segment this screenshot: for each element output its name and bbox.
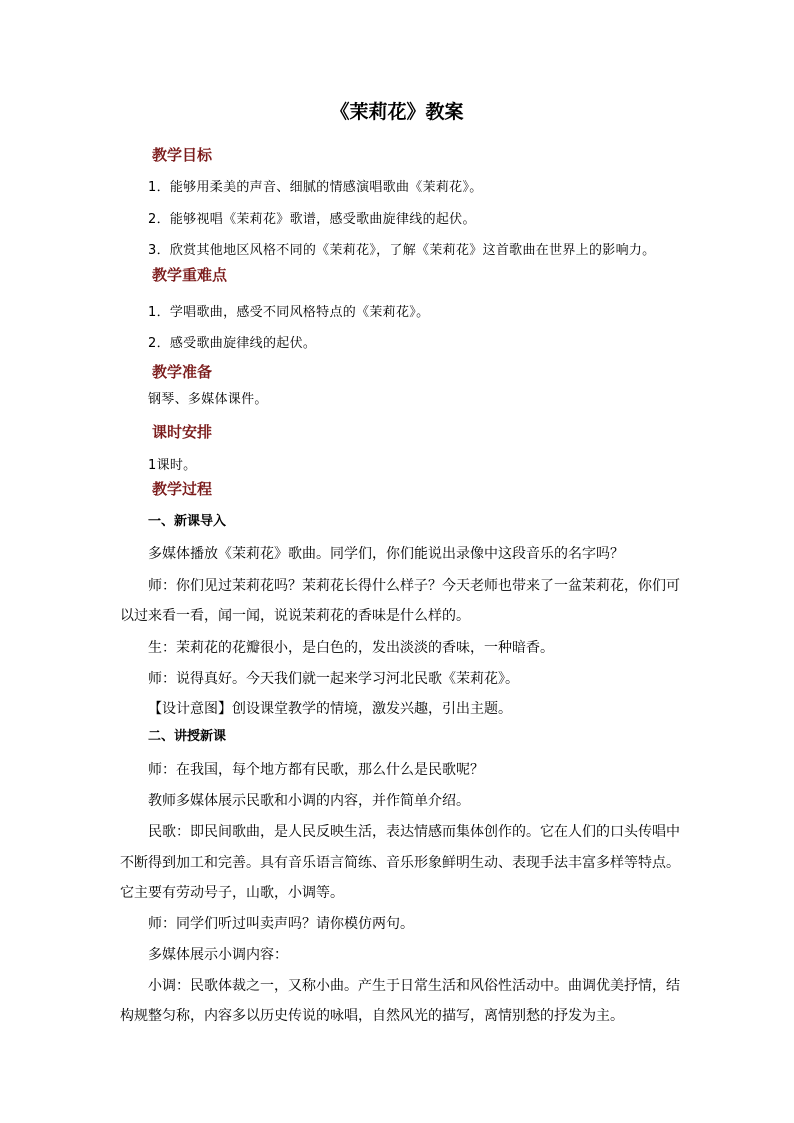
paragraph-multimedia-1: 教师多媒体展示民歌和小调的内容，并作简单介绍。 <box>148 793 470 809</box>
paragraph-intro-1: 多媒体播放《茉莉花》歌曲。同学们，你们能说出录像中这段音乐的名字吗？ <box>148 546 624 562</box>
paragraph-folk-song-a: 民歌：即民间歌曲，是人民反映生活，表达情感而集体创作的。它在人们的口头传唱中 <box>148 824 680 840</box>
heading-preparation: 教学准备 <box>152 363 213 381</box>
paragraph-ditty-b: 构规整匀称，内容多以历史传说的咏唱，自然风光的描写，离情别愁的抒发为主。 <box>120 1008 624 1024</box>
heading-key-points: 教学重难点 <box>152 266 228 284</box>
goal-item-3: 3．欣赏其他地区风格不同的《茉莉花》，了解《茉莉花》这首歌曲在世界上的影响力。 <box>148 243 656 258</box>
paragraph-teacher-1a: 师：你们见过茉莉花吗？茉莉花长得什么样子？今天老师也带来了一盆茉莉花，你们可 <box>148 578 680 594</box>
paragraph-design-intent: 【设计意图】创设课堂教学的情境，激发兴趣，引出主题。 <box>148 701 512 717</box>
page-title: 《茉莉花》教案 <box>330 101 464 123</box>
paragraph-folk-song-c: 它主要有劳动号子，山歌，小调等。 <box>120 885 344 901</box>
paragraph-teacher-1b: 以过来看一看，闻一闻，说说茉莉花的香味是什么样的。 <box>120 608 470 624</box>
paragraph-multimedia-2: 多媒体展示小调内容： <box>148 947 288 963</box>
paragraph-ditty-a: 小调：民歌体裁之一，又称小曲。产生于日常生活和风俗性活动中。曲调优美抒情，结 <box>148 978 680 994</box>
heading-schedule: 课时安排 <box>152 423 213 441</box>
paragraph-folk-song-b: 不断得到加工和完善。具有音乐语言简练、音乐形象鲜明生动、表现手法丰富多样等特点。 <box>120 855 680 871</box>
section-heading-intro: 一、新课导入 <box>148 514 227 529</box>
key-item-1: 1．学唱歌曲，感受不同风格特点的《茉莉花》。 <box>148 305 430 320</box>
goal-item-1: 1．能够用柔美的声音、细腻的情感演唱歌曲《茉莉花》。 <box>148 180 483 195</box>
paragraph-teacher-4: 师：同学们听过叫卖声吗？请你模仿两句。 <box>148 916 414 932</box>
heading-teaching-goals: 教学目标 <box>152 146 213 164</box>
schedule-text: 1课时。 <box>148 458 197 473</box>
paragraph-student-1: 生：茉莉花的花瓣很小，是白色的，发出淡淡的香味，一种暗香。 <box>148 640 554 656</box>
paragraph-teacher-2: 师：说得真好。今天我们就一起来学习河北民歌《茉莉花》。 <box>148 671 519 687</box>
paragraph-teacher-3: 师：在我国，每个地方都有民歌，那么什么是民歌呢？ <box>148 762 484 778</box>
key-item-2: 2．感受歌曲旋律线的起伏。 <box>148 336 317 351</box>
heading-process: 教学过程 <box>152 480 213 498</box>
preparation-text: 钢琴、多媒体课件。 <box>148 392 268 407</box>
goal-item-2: 2．能够视唱《茉莉花》歌谱，感受歌曲旋律线的起伏。 <box>148 212 476 227</box>
section-heading-new-lesson: 二、讲授新课 <box>148 729 227 744</box>
